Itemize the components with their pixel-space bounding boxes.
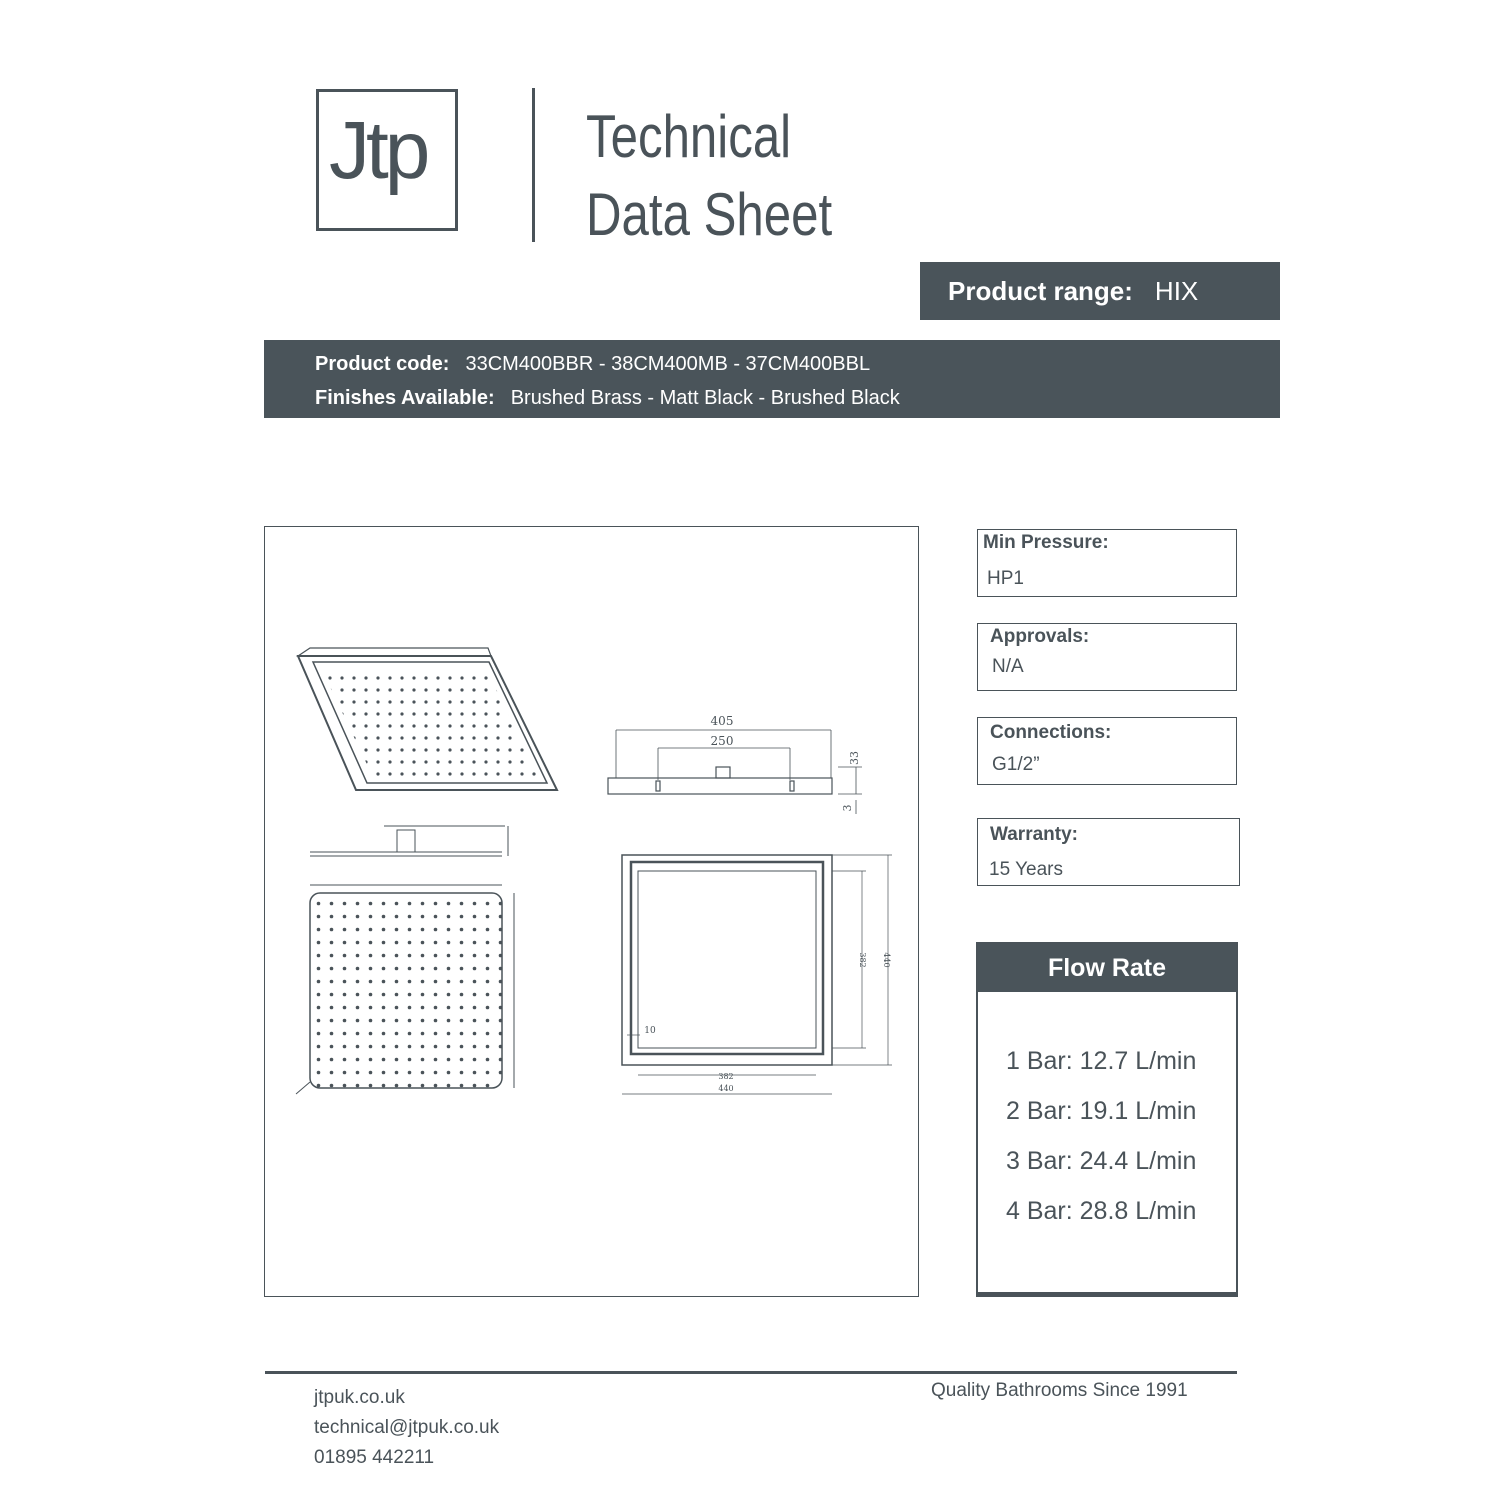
spec-label: Min Pressure:	[983, 532, 1109, 553]
product-range-value: HIX	[1154, 276, 1199, 306]
spec-connections	[977, 717, 1237, 785]
flow-rate-list	[978, 992, 1236, 1236]
header-divider	[532, 88, 535, 242]
product-range-label: Product range:	[948, 276, 1133, 306]
dim-10: 10	[643, 1025, 656, 1036]
product-code-row	[315, 350, 1280, 384]
website-link[interactable]: jtpuk.co.uk	[314, 1387, 405, 1408]
product-info-bar	[264, 340, 1280, 418]
spec-value: N/A	[992, 656, 1024, 677]
flow-rate-title: Flow Rate	[978, 944, 1236, 992]
document-title	[586, 98, 832, 254]
dim-33: 33	[847, 750, 861, 765]
logo-text: Jtp	[329, 105, 427, 196]
spec-approvals	[977, 623, 1237, 691]
product-code-label: Product code:	[315, 353, 450, 375]
flow-rate-row: 1 Bar: 12.7 L/min	[1006, 1047, 1197, 1075]
flow-rate-panel	[976, 942, 1238, 1297]
spec-label: Approvals:	[990, 626, 1090, 647]
finishes-row	[315, 384, 1280, 418]
flow-rate-row: 4 Bar: 28.8 L/min	[1006, 1197, 1197, 1225]
ceiling-box-plan	[622, 855, 892, 1094]
spec-warranty	[977, 818, 1240, 886]
technical-drawing-frame	[264, 526, 919, 1297]
dim-250: 250	[710, 733, 733, 748]
dim-440-horizontal: 440	[717, 1083, 734, 1093]
front-elevation	[608, 730, 862, 814]
finishes-value: Brushed Brass - Matt Black - Brushed Black	[510, 387, 900, 409]
spec-value: 15 Years	[989, 859, 1063, 880]
spec-label: Connections:	[990, 722, 1112, 743]
flow-rate-row: 2 Bar: 19.1 L/min	[1006, 1097, 1197, 1125]
dim-382-horizontal: 382	[717, 1071, 734, 1081]
technical-drawing	[264, 526, 919, 1297]
footer-contact	[314, 1383, 499, 1473]
title-line-1: Technical	[586, 103, 792, 170]
spec-label: Warranty:	[990, 824, 1078, 845]
dim-382-vertical: 382	[857, 951, 867, 968]
spec-min-pressure	[977, 529, 1237, 597]
dim-405: 405	[710, 713, 733, 728]
phone-number: 01895 442211	[314, 1447, 435, 1468]
plan-view-left	[296, 885, 514, 1094]
flow-rate-row: 3 Bar: 24.4 L/min	[1006, 1147, 1197, 1175]
product-range-bar	[920, 262, 1280, 320]
perspective-view	[298, 648, 557, 790]
footer-divider	[265, 1371, 1237, 1374]
side-elevation-small	[310, 826, 508, 856]
jtp-logo	[316, 89, 458, 231]
finishes-label: Finishes Available:	[315, 387, 495, 409]
spec-value: G1/2”	[992, 754, 1040, 775]
dim-440-vertical: 440	[881, 951, 891, 968]
footer-tagline: Quality Bathrooms Since 1991	[931, 1380, 1188, 1401]
spec-value: HP1	[987, 568, 1024, 589]
email-link[interactable]: technical@jtpuk.co.uk	[314, 1417, 500, 1438]
dim-3: 3	[840, 804, 854, 811]
product-code-value: 33CM400BBR - 38CM400MB - 37CM400BBL	[465, 353, 871, 375]
title-line-2: Data Sheet	[586, 181, 833, 248]
